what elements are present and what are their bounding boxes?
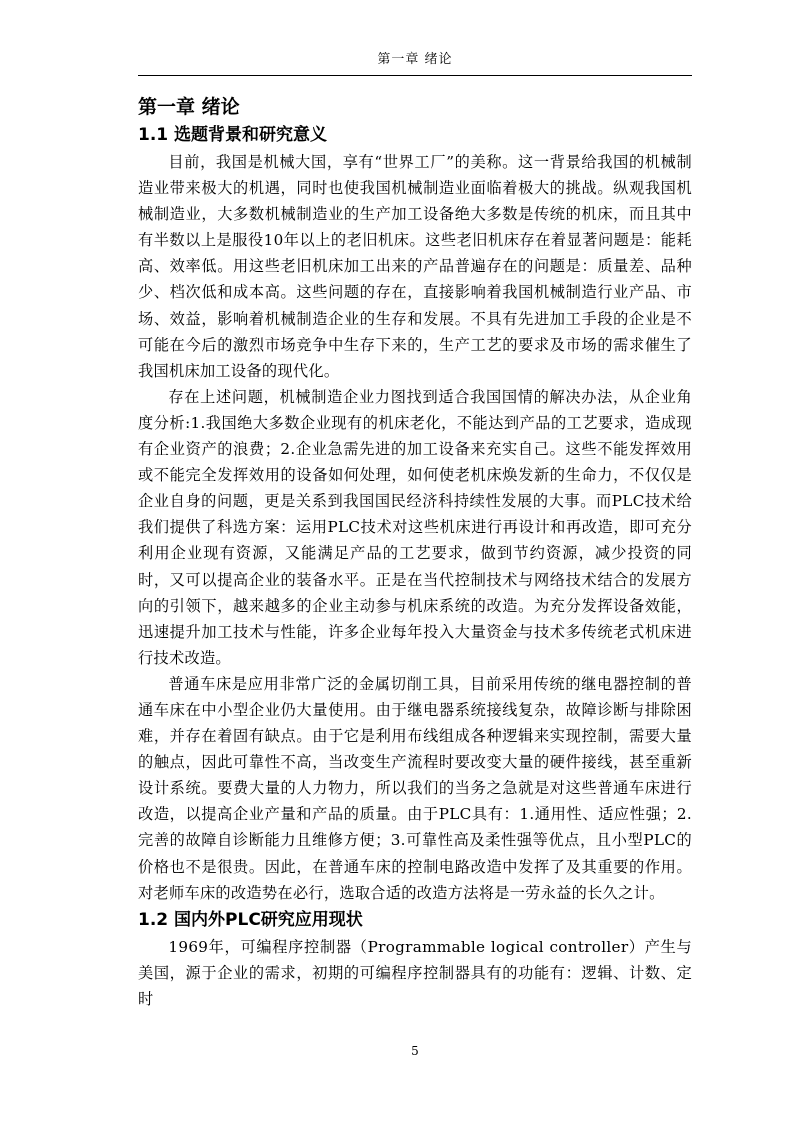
paragraph-lathe: 普通车床是应用非常广泛的金属切削工具，目前采用传统的继电器控制的普通车床在中小型企业仍大量使用。由于继电器系统接线复杂，故障诊断与排除困难，并存在着固有缺点。由于它是利用布线组成各种逻辑来实现控制，需要大量的触点，因此可靠性不高，当改变生产流程时要改变大量的硬件接线，甚至重新设计系统。要费大量的人力物力，所以我们的当务之急就是对这些普通车床进行改造，以提高企业产量和产品的质量。由于PLC具有：1.通用性、适应性强；2.完善的故障自诊断能力且维修方便；3.可靠性高及柔性强等优点，且小型PLC的价格也不是很贵。因此，在普通车床的控制电路改造中发挥了及其重要的作用。对老师车床的改造势在必行，选取合适的改造方法将是一劳永益的长久之计。 [138, 674, 692, 902]
paragraph-background: 目前，我国是机械大国，享有“世界工厂”的美称。这一背景给我国的机械制造业带来极大的机遇，同时也使我国机械制造业面临着极大的挑战。纵观我国机械制造业，大多数机械制造业的生产加工设备绝大多数是传统的机床，而且其中有半数以上是服役10年以上的老旧机床。这些老旧机床存在着显著问题是：能耗高、效率低。用这些老旧机床加工出来的产品普遍存在的问题是：质量差、品种少、档次低和成本高。这些问题的存在，直接影响着我国机械制造行业产品、市场、效益，影响着机械制造企业的生存和发展。不具有先进加工手段的企业是不可能在今后的激烈市场竞争中生存下来的，生产工艺的要求及市场的需求催生了我国机床加工设备的现代化。 [138, 153, 692, 380]
page-number: 5 [411, 1044, 419, 1058]
chapter-title: 第一章 绪论 [138, 96, 240, 118]
running-header: 第一章 绪论 [377, 52, 453, 67]
section-title-1-1: 1.1 选题背景和研究意义 [138, 125, 328, 145]
page-content [138, 93, 692, 1012]
paragraph-analysis: 存在上述问题，机械制造企业力图找到适合我国国情的解决办法，从企业角度分析:1.我国绝大多数企业现有的机床老化，不能达到产品的工艺要求，造成现有企业资产的浪费；2.企业急需先进的加工设备来充实自己。这些不能发挥效用或不能完全发挥效用的设备如何处理，如何使老机床焕发新的生命力，不仅仅是企业自身的问题，更是关系到我国国民经济科持续性发展的大事。而PLC技术给我们提供了科选方案：运用PLC技术对这些机床进行再设计和再改造，即可充分利用企业现有资源，又能满足产品的工艺要求，做到节约资源，减少投资的同时，又可以提高企业的装备水平。正是在当代控制技术与网络技术结合的发展方向的引领下，越来越多的企业主动参与机床系统的改造。为充分发挥设备效能，迅速提升加工技术与性能，许多企业每年投入大量资金与技术多传统老式机床进行技术改造。 [138, 387, 692, 667]
header-rule [138, 75, 692, 76]
section-title-1-2: 1.2 国内外PLC研究应用现状 [138, 909, 363, 930]
paragraph-plc-history: 1969年，可编程序控制器（Programmable logical controller）产生与美国，源于企业的需求，初期的可编程序控制器具有的功能有：逻辑、计数、定时 [138, 937, 692, 1008]
